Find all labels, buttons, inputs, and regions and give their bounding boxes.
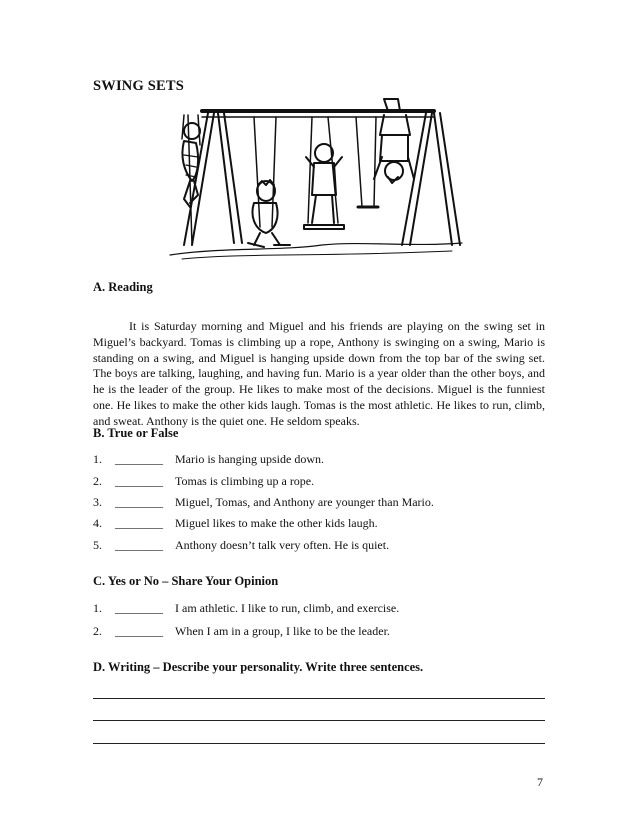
item-number: 3. bbox=[93, 495, 102, 509]
answer-blank[interactable]: ________ bbox=[115, 452, 163, 466]
item-number: 4. bbox=[93, 516, 102, 530]
item-number: 1. bbox=[93, 601, 102, 615]
answer-blank[interactable]: ________ bbox=[115, 601, 163, 615]
answer-blank[interactable]: ________ bbox=[115, 624, 163, 638]
writing-heading: D. Writing – Describe your personality. Write three sentences. bbox=[93, 660, 424, 674]
yes-no-heading: C. Yes or No – Share Your Opinion bbox=[93, 574, 279, 588]
answer-blank[interactable]: ________ bbox=[115, 495, 163, 509]
page-number: 7 bbox=[537, 775, 543, 789]
page-title: SWING SETS bbox=[93, 78, 185, 94]
reading-passage bbox=[93, 319, 545, 430]
item-number: 5. bbox=[93, 538, 102, 552]
reading-heading: A. Reading bbox=[93, 280, 153, 294]
item-number: 1. bbox=[93, 452, 102, 466]
writing-line[interactable] bbox=[93, 720, 545, 721]
item-number: 2. bbox=[93, 474, 102, 488]
item-statement: I am athletic. I like to run, climb, and exercise. bbox=[175, 601, 400, 615]
item-statement: Tomas is climbing up a rope. bbox=[175, 474, 315, 488]
answer-blank[interactable]: ________ bbox=[115, 538, 163, 552]
answer-blank[interactable]: ________ bbox=[115, 474, 163, 488]
swing-set-illustration bbox=[162, 95, 464, 263]
item-statement: When I am in a group, I like to be the leader. bbox=[175, 624, 390, 638]
item-statement: Mario is hanging upside down. bbox=[175, 452, 324, 466]
item-number: 2. bbox=[93, 624, 102, 638]
answer-blank[interactable]: ________ bbox=[115, 516, 163, 530]
item-statement: Miguel, Tomas, and Anthony are younger than Mario. bbox=[175, 495, 434, 509]
item-statement: Miguel likes to make the other kids laugh. bbox=[175, 516, 378, 530]
reading-text: It is Saturday morning and Miguel and his friends are playing on the swing set in Miguel’s backyard. Tomas is climbing up a rope, Anthony is swinging on a swing, Mario is standing on a swing, and Miguel is hanging upside down from the top bar of the swing set. The boys are talking, laughing, and having fun. Mario is a year older than the other boys, and he is the leader of the group. He likes to make most of the decisions. Miguel is the funniest one. He likes to make the other kids laugh. Tomas is the most athletic. He likes to run, climb, and sweat. Anthony is the quiet one. He seldom speaks. bbox=[93, 319, 545, 428]
writing-line[interactable] bbox=[93, 743, 545, 744]
writing-line[interactable] bbox=[93, 698, 545, 699]
true-false-heading: B. True or False bbox=[93, 426, 179, 440]
item-statement: Anthony doesn’t talk very often. He is quiet. bbox=[175, 538, 390, 552]
